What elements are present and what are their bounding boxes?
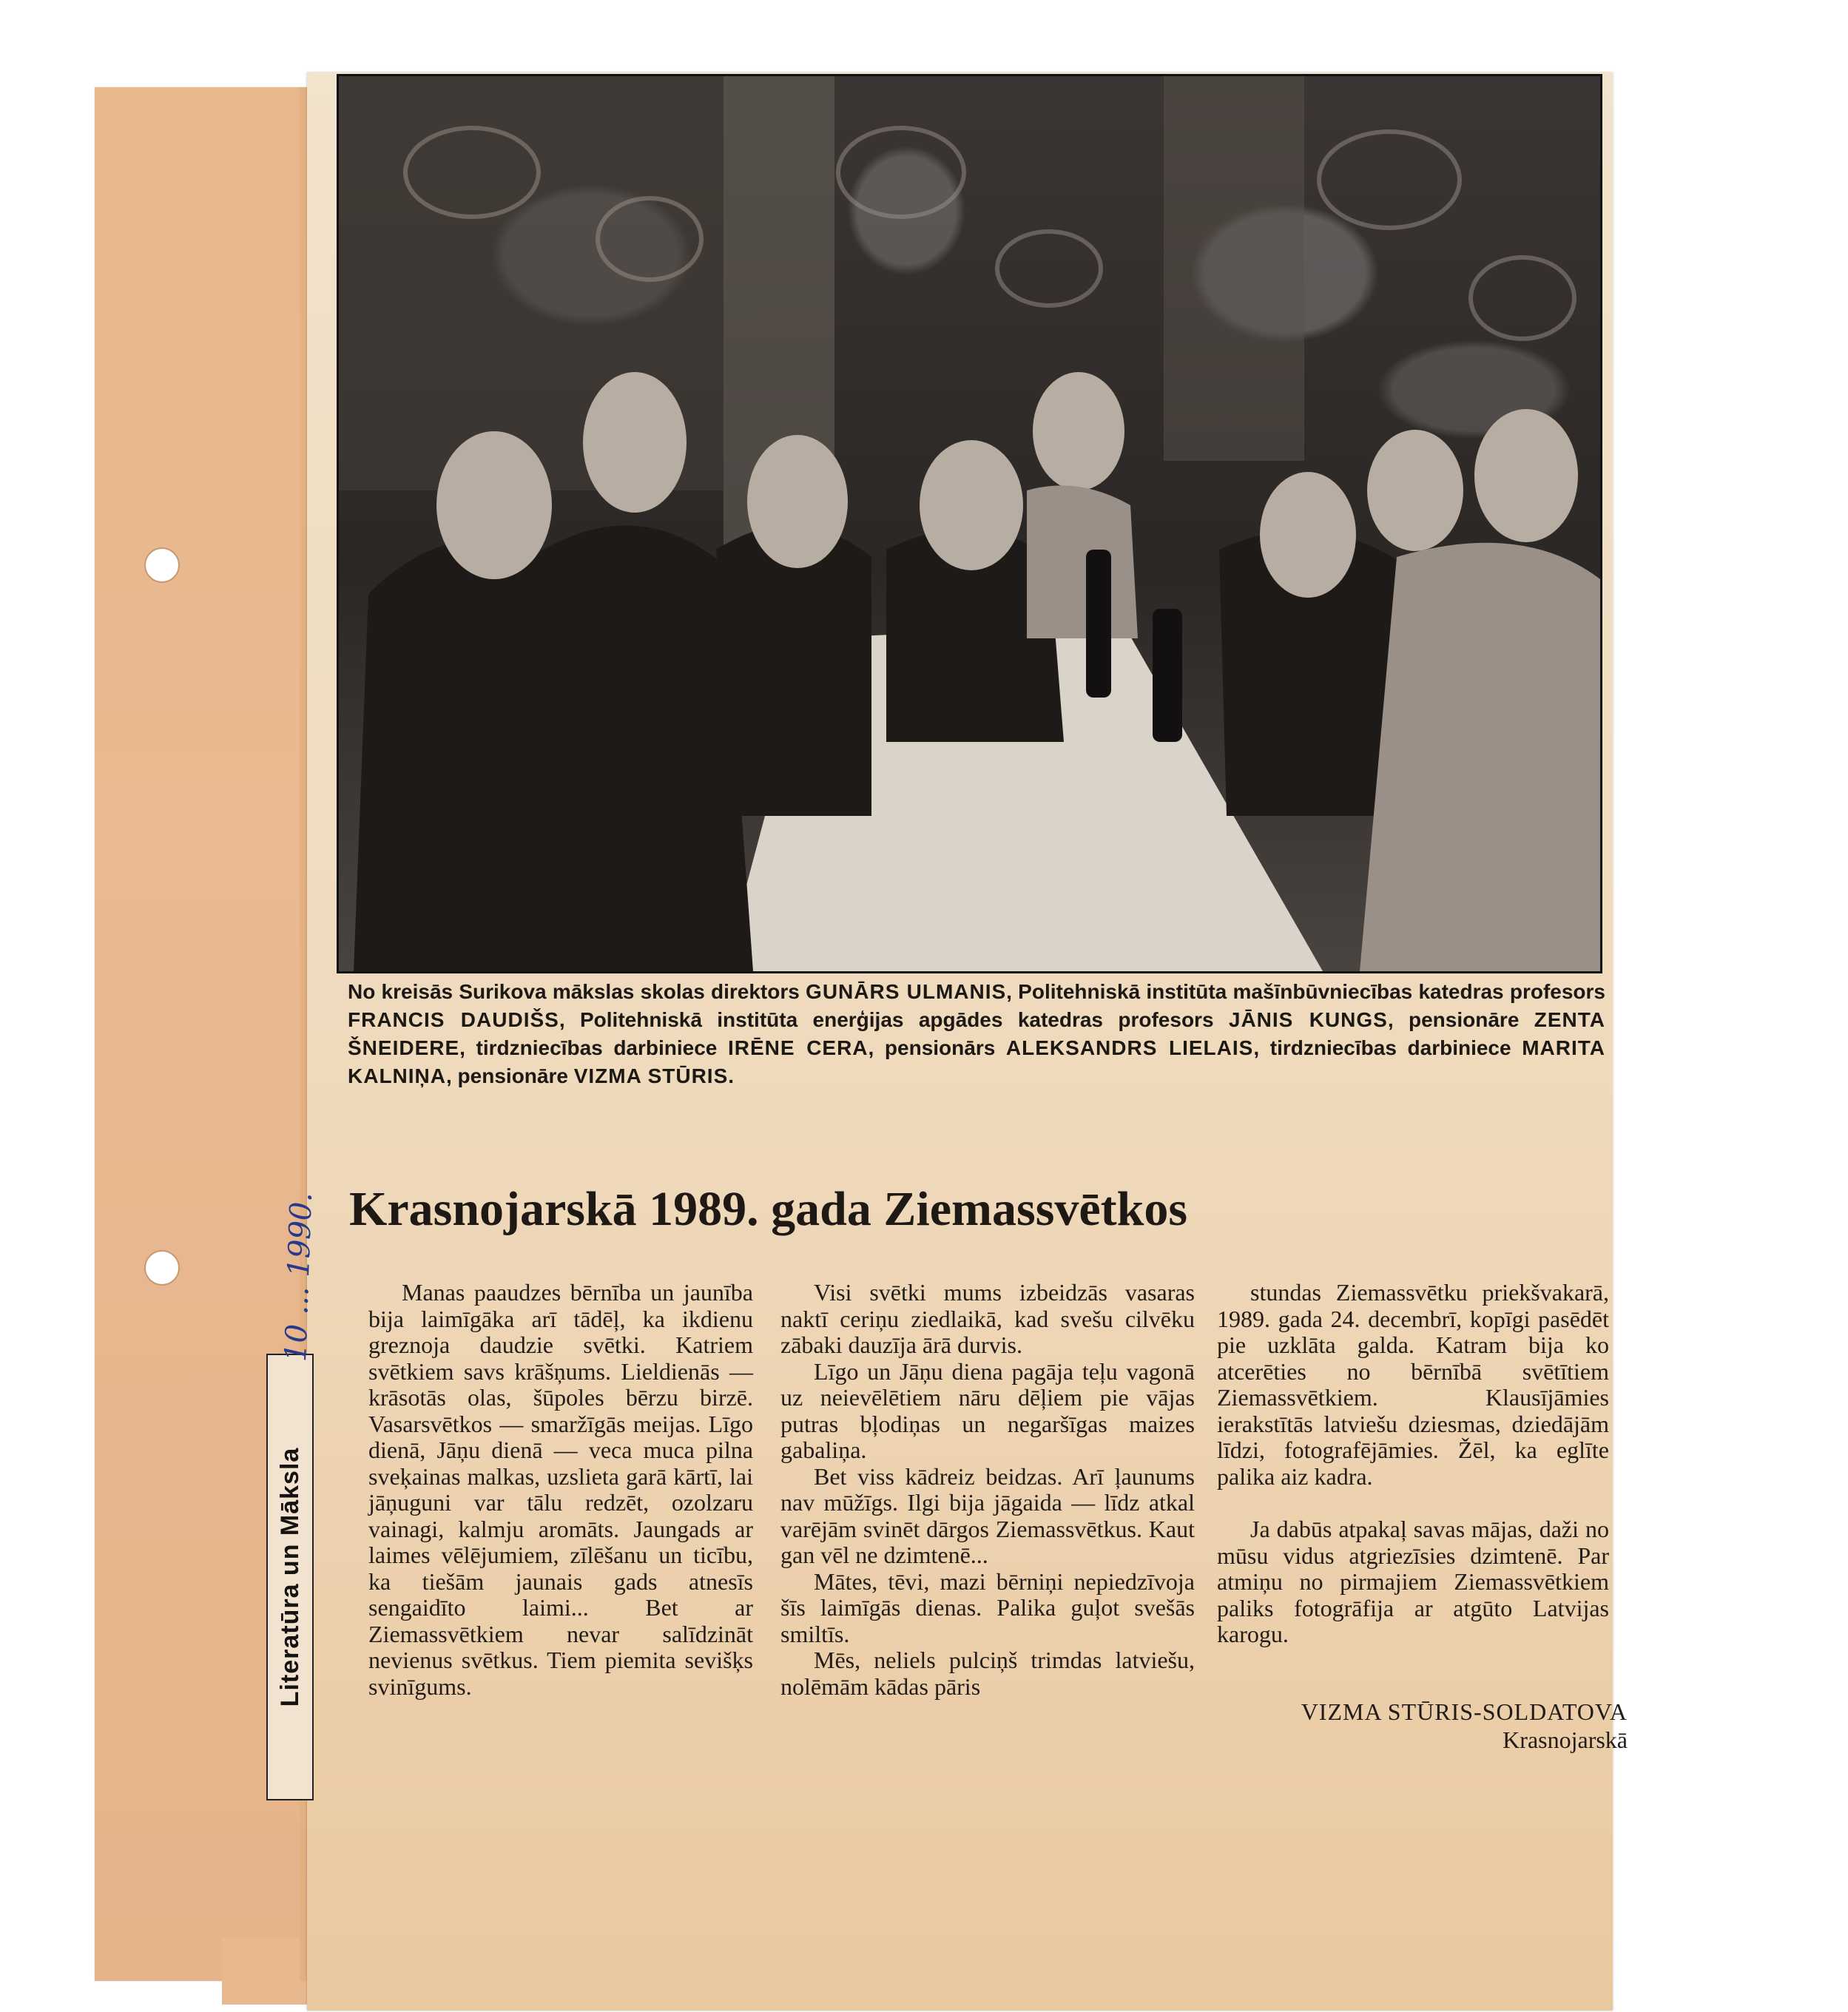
caption-text: .	[728, 1064, 735, 1087]
newspaper-name-label	[266, 1354, 314, 1800]
group-photograph	[337, 74, 1602, 973]
photo-caption	[348, 978, 1605, 1090]
caption-text: , Politehniskā institūta mašīnbūvniecības katedras profesors	[1006, 980, 1606, 1003]
article-signature	[1169, 1698, 1628, 1754]
article-paragraph: Visi svētki mums izbeidzās vasaras naktī ceriņu ziedlaikā, kad svešu cilvēku zābaki dauzīja ārā durvis.	[780, 1279, 1195, 1358]
article-headline: Krasnojarskā 1989. gada Ziemassvētkos	[349, 1182, 1188, 1236]
caption-text: , tirdzniecības darbiniece	[1253, 1036, 1522, 1059]
author-location: Krasnojarskā	[1503, 1726, 1628, 1753]
caption-person-name: IRĒNE CERA	[728, 1036, 869, 1059]
punch-hole-bottom	[144, 1250, 180, 1286]
article-paragraph: Bet viss kādreiz beidzas. Arī ļaunums nav mūžīgs. Ilgi bija jāgaida — līdz atkal varējām svinēt dārgos Ziemassvētkus. Kaut gan vēl ne dzimtenē...	[780, 1462, 1195, 1568]
caption-text: No kreisās Surikova mākslas skolas direktors	[348, 980, 806, 1003]
article-column-3	[1217, 1280, 1609, 1648]
article-paragraph: stundas Ziemassvētku priekšvakarā, 1989. gada 24. decembrī, kopīgi pasēdēt pie uzklāta galda. Katram bija ko atcerēties no bērnībā svētītiem Ziemassvētkiem. Klausījāmies ierakstītās latviešu dziesmas, dziedājām līdzi, fotografējāmies. Žēl, ka eglīte palika aiz kadra.	[1217, 1279, 1609, 1490]
article-paragraph: Ja dabūs atpakaļ savas mājas, daži no mūsu vidus atgriezīsies dzimtenē. Par atmiņu no pirmajiem Ziemassvētkiem paliks fotogrāfija ar atgūto Latvijas karogu.	[1217, 1516, 1609, 1647]
caption-text: , Politehniskā institūta enerģijas apgādes katedras profesors	[559, 1008, 1229, 1031]
article-column-2	[780, 1280, 1195, 1700]
caption-text: , pensionāre	[1387, 1008, 1534, 1031]
newspaper-name-text: Literatūra un Māksla	[276, 1447, 304, 1707]
caption-person-name: JĀNIS KUNGS	[1228, 1008, 1388, 1031]
article-paragraph: Mēs, neliels pulciņš trimdas latviešu, nolēmām kādas pāris	[780, 1647, 1195, 1700]
author-name: VIZMA STŪRIS-SOLDATOVA	[1301, 1698, 1628, 1725]
article-paragraph: Manas paaudzes bērnība un jaunība bija laimīgāka arī tādēļ, ka ikdienu greznoja daudzie svētki. Katriem svētkiem savs krāšņums. Lieldienās — krāsotās olas, šūpoles bērzu birzē. Vasarsvētkos — smaržīgās meijas. Līgo dienā, Jāņu dienā — veca muca pilna sveķainas malkas, uzslieta garā kārtī, lai jāņuguni var tālu redzēt, ozolzaru vainagi, kalmju aromāts. Jaungads ar laimes vēlējumiem, zīlēšanu un ticību, ka tiešām jaunais gads atnesīs sengaidīto laimi... Bet ar Ziemassvētkiem nevar salīdzināt nevienus svētkus. Tiem piemita sevišķs svinīgums.	[368, 1279, 753, 1700]
caption-person-name: VIZMA STŪRIS	[573, 1064, 729, 1087]
caption-person-name: ALEKSANDRS LIELAIS	[1005, 1036, 1254, 1059]
article-column-1	[368, 1280, 753, 1700]
caption-text: , pensionārs	[868, 1036, 1006, 1059]
caption-text: , pensionāre	[446, 1064, 574, 1087]
handwritten-date: 10 ... 1990.	[278, 1192, 319, 1363]
punch-hole-top	[144, 547, 180, 583]
caption-person-name: ZENTA ŠNEIDERE	[348, 1008, 1606, 1059]
article-paragraph: Mātes, tēvi, mazi bērniņi nepiedzīvoja šīs laimīgās dienas. Palika guļot svešās smiltīs.	[780, 1567, 1195, 1647]
caption-person-name: FRANCIS DAUDIŠS	[348, 1008, 559, 1031]
article-paragraph: Līgo un Jāņu diena pagāja teļu vagonā uz neievēlētiem nāru dēļiem pie vājas putras bļodiņas un negaršīgas maizes gabaliņa.	[780, 1357, 1195, 1463]
photo-illustration	[339, 76, 1600, 971]
caption-text: , tirdzniecības darbiniece	[459, 1036, 728, 1059]
caption-person-name: GUNĀRS ULMANIS	[806, 980, 1007, 1003]
caption-person-name: MARITA KALNIŅA	[348, 1036, 1605, 1087]
